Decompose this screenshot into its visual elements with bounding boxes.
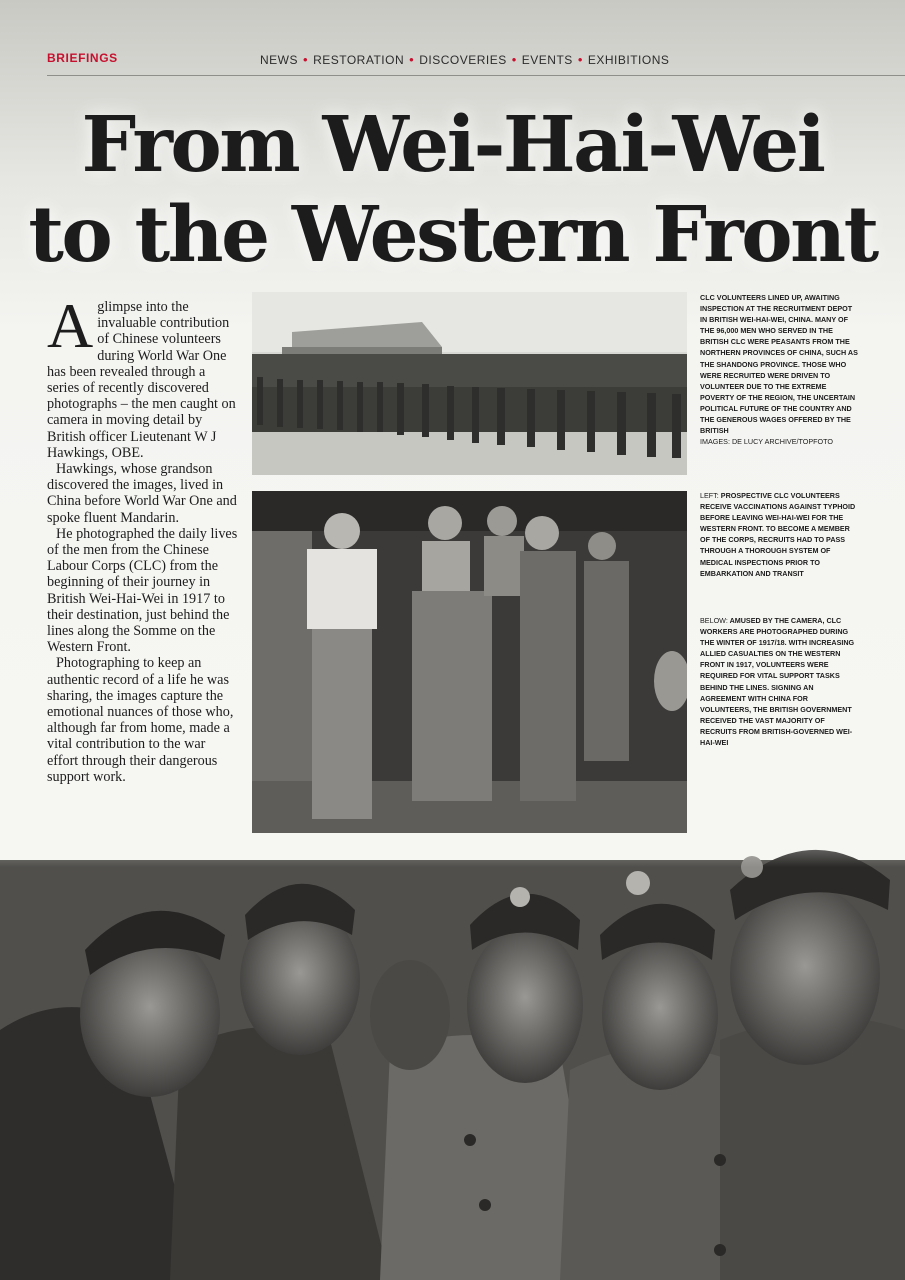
article-title [0, 100, 905, 280]
paragraph-4: Photographing to keep an authentic record of a life he was sharing, the images capture the emotional nuances of those who, although far from home, made a vital contribution to the war effort through their dangerous support work. [47, 655, 234, 785]
caption-volunteers: CLC VOLUNTEERS LINED UP, AWAITING INSPECTION AT THE RECRUITMENT DEPOT IN BRITISH WEI-HAI-WEI, CHINA. MANY OF THE 96,000 MEN WHO SERVED IN THE BRITISH CLC WERE PEASANTS FROM THE NORTHERN PROVINCES OF CHINA, SUCH AS THE SHANDONG PROVINCE. THOSE WHO WERE RECRUITED WERE DRIVEN TO VOLUNTEER DUE TO THE EXTREME POVERTY OF THE REGION, THE UNCERTAIN POLITICAL FUTURE OF THE COUNTRY AND THE GENEROUS WAGES OFFERED BY THE BRITISH IMAGES: DE LUCY ARCHIVE/TOPFOTO [700, 293, 858, 447]
caption-prefix-left: LEFT: [700, 491, 719, 500]
section-label: BRIEFINGS [47, 51, 118, 65]
page-header [47, 50, 905, 76]
photo-vaccinations [252, 491, 687, 833]
article-body [47, 290, 239, 785]
title-line-1: From Wei-Hai-Wei [81, 100, 824, 190]
nav-separator: • [303, 52, 309, 67]
nav-item-discoveries[interactable]: DISCOVERIES [419, 53, 507, 67]
paragraph-3: He photographed the daily lives of the men from the Chinese Labour Corps (CLC) from the beginning of their journey in British Wei-Hai-Wei in 1917 to their destination, just behind the lines along the Somme on the Western Front. [47, 525, 238, 656]
section-nav [260, 52, 669, 67]
nav-item-events[interactable]: EVENTS [521, 53, 573, 67]
nav-separator: • [511, 52, 517, 67]
nav-item-news[interactable]: NEWS [260, 53, 298, 67]
caption-vaccinations: LEFT: PROSPECTIVE CLC VOLUNTEERS RECEIVE VACCINATIONS AGAINST TYPHOID BEFORE LEAVING WEI-HAI-WEI FOR THE WESTERN FRONT. TO BECOME A MEMBER OF THE CORPS, RECRUITS HAD TO PASS THROUGH A THOROUGH SYSTEM OF MEDICAL INSPECTIONS PRIOR TO EMBARKATION AND TRANSIT [700, 491, 856, 578]
nav-separator: • [409, 52, 415, 67]
nav-item-exhibitions[interactable]: EXHIBITIONS [587, 53, 670, 67]
title-line-2: to the Western Front [28, 190, 877, 280]
caption-workers-winter: BELOW: AMUSED BY THE CAMERA, CLC WORKERS ARE PHOTOGRAPHED DURING THE WINTER OF 1917/18. WITH INCREASING ALLIED CASUALTIES ON THE WESTERN FRONT IN 1917, VOLUNTEERS WERE REQUIRED FOR VITAL SUPPORT TASKS BEHIND THE LINES. SIGNING AN AGREEMENT WITH CHINA FOR VOLUNTEERS, THE BRITISH GOVERNMENT RECEIVED THE VAST MAJORITY OF RECRUITS FROM BRITISH-GOVERNED WEI-HAI-WEI [700, 616, 855, 748]
drop-cap: A [47, 290, 94, 361]
paragraph-1: Aglimpse into the invaluable contribution of Chinese volunteers during World War One has been revealed through a series of recently discovered photographs – the men caught on camera in moving detail by British officer Lieutenant W J Hawkings, OBE. [47, 290, 236, 461]
photo-volunteers-lined-up [252, 292, 687, 475]
caption-prefix-below: BELOW: [700, 616, 728, 625]
paragraph-2: Hawkings, whose grandson discovered the images, lived in China before World War One and spoke fluent Mandarin. [47, 461, 237, 526]
nav-item-restoration[interactable]: RESTORATION [313, 53, 405, 67]
photo-clc-workers-winter [0, 800, 905, 1280]
nav-separator: • [577, 52, 583, 67]
image-credit: IMAGES: DE LUCY ARCHIVE/TOPFOTO [700, 437, 833, 447]
